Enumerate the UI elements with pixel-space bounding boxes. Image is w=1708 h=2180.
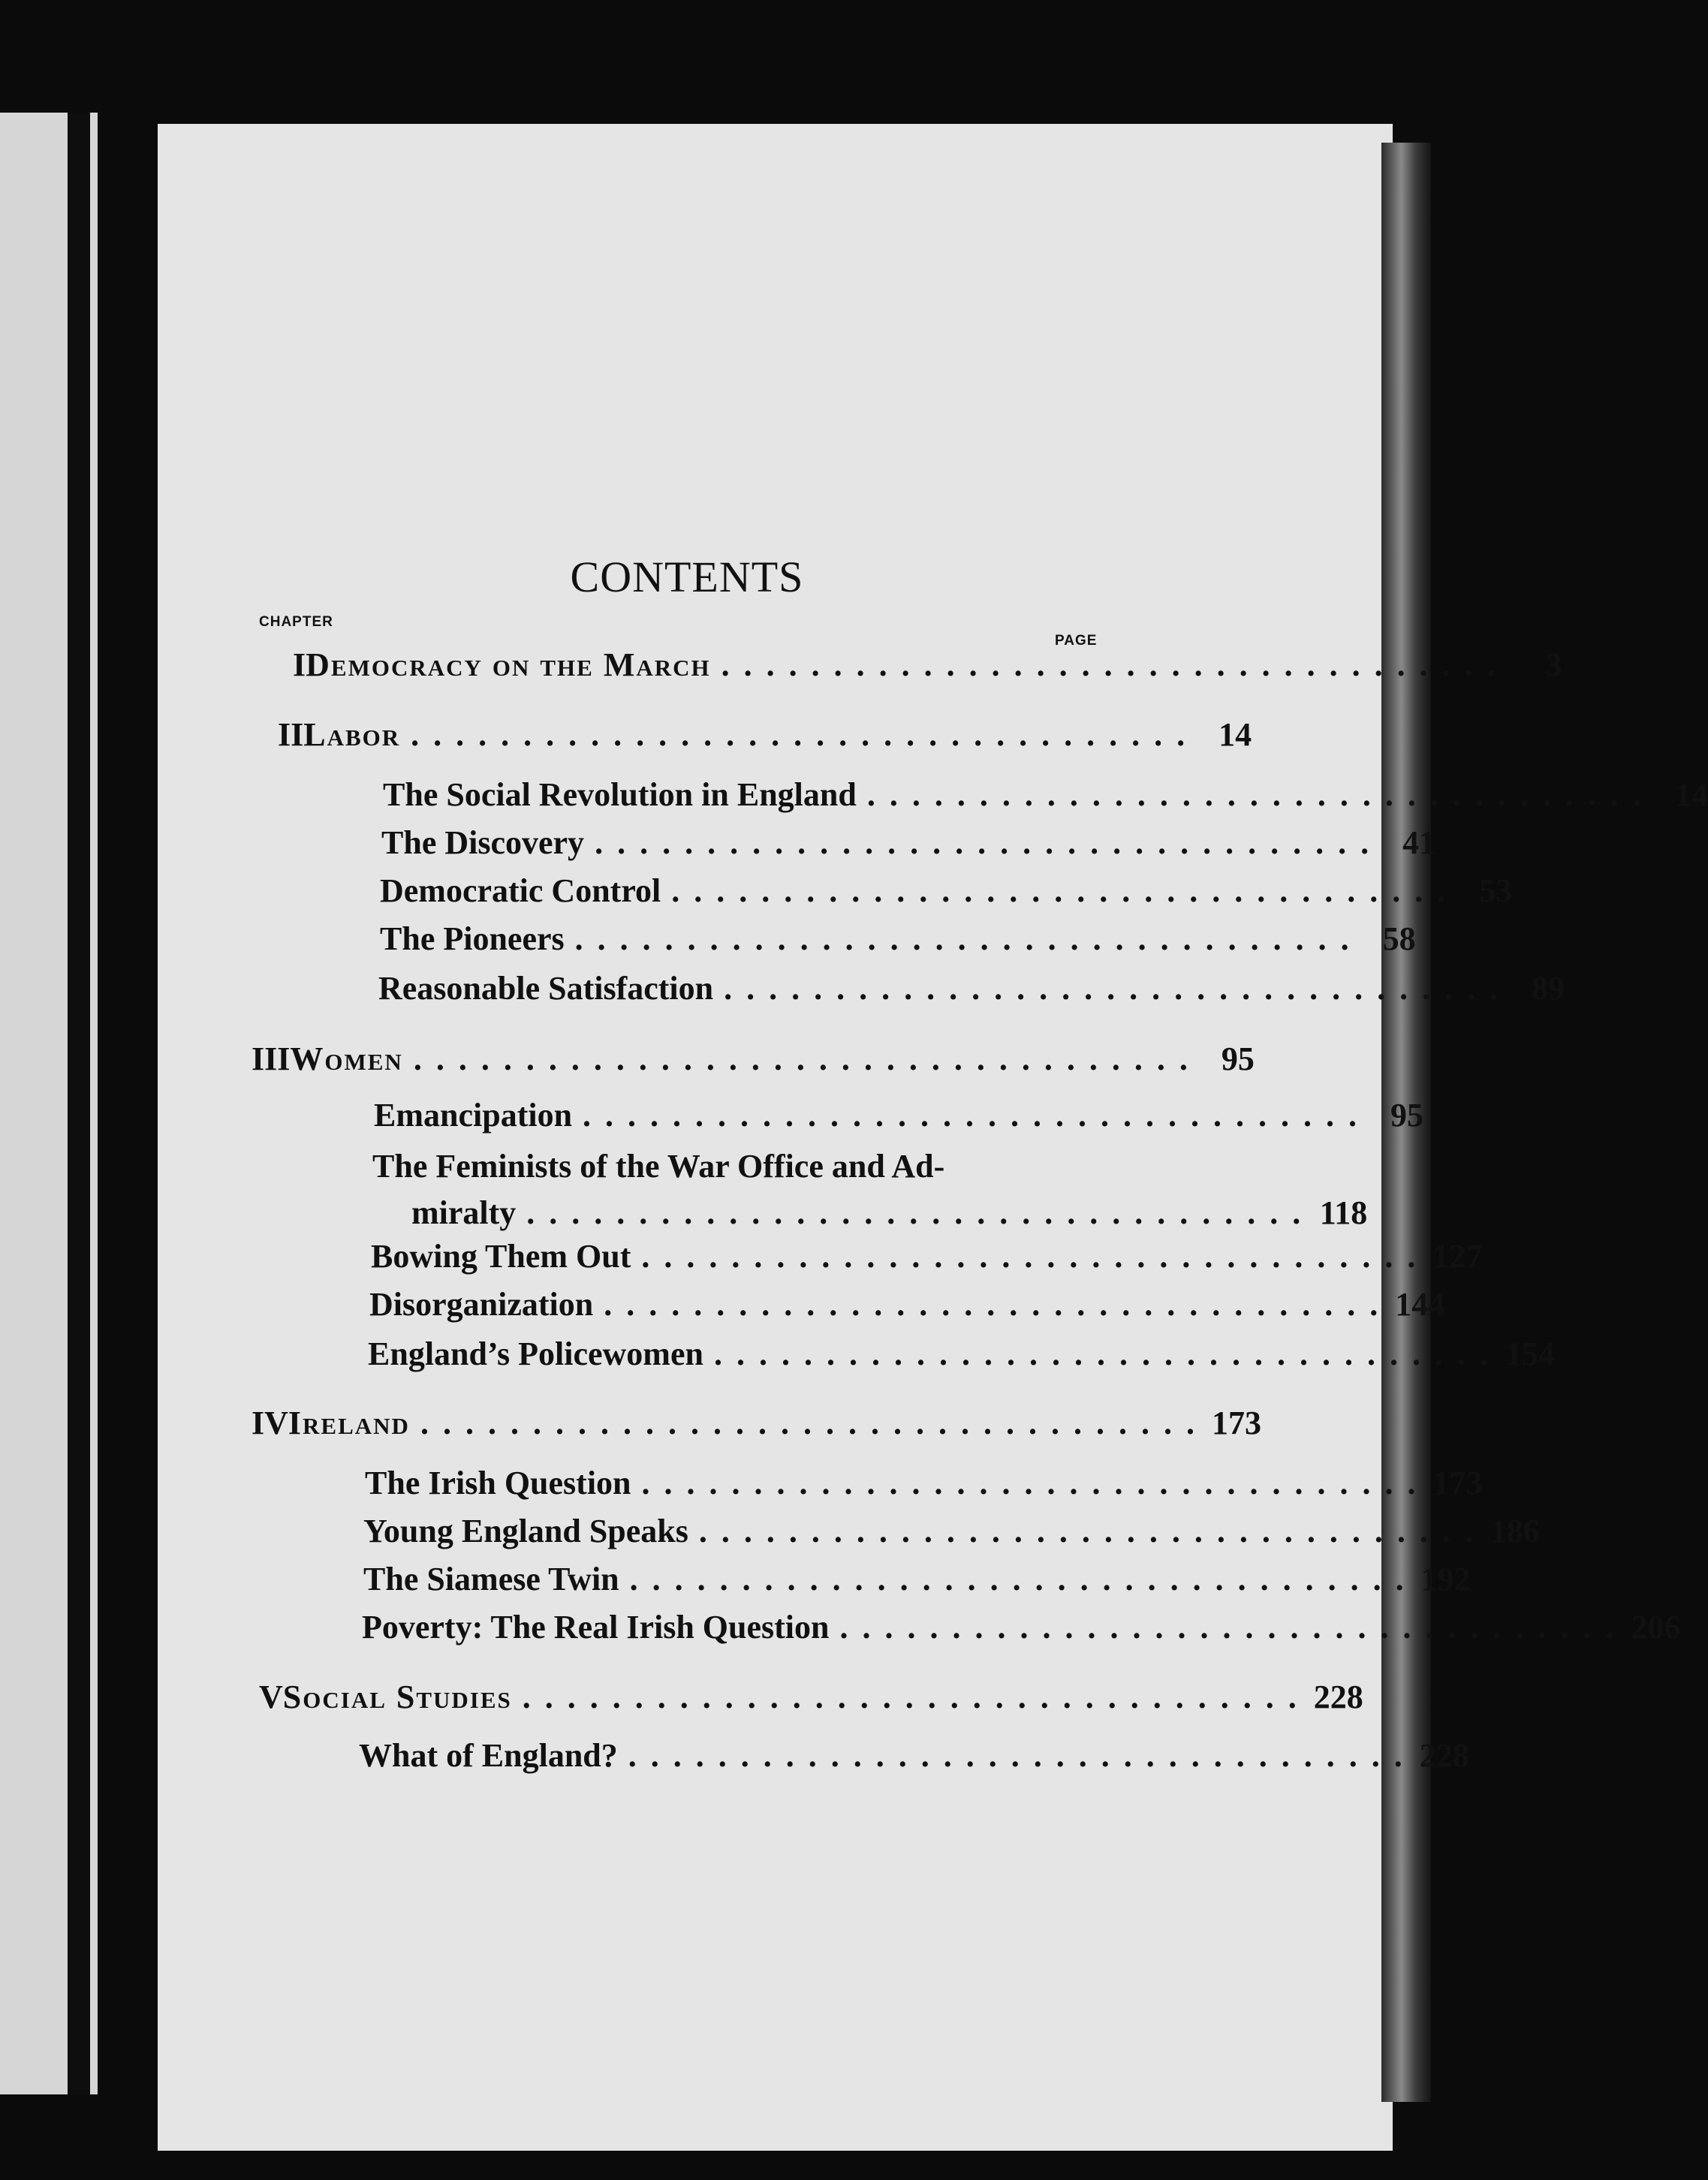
dot-leader: ................................... [526,1194,1315,1231]
dot-leader: ................................... [721,646,1510,683]
section-page: 192 [1420,1561,1471,1597]
section-title: The Discovery [381,824,585,861]
section-page: 41 [1402,824,1436,861]
page-column-label: PAGE [1055,633,1098,649]
section-title: The Siamese Twin [363,1561,619,1597]
toc-section[interactable] [362,1608,1681,1646]
chapter-number: II [278,716,304,753]
dot-leader: ................................... [522,1679,1311,1715]
section-page: 186 [1490,1513,1540,1549]
section-title: Democratic Control [380,872,661,909]
dot-leader: ................................... [641,1465,1430,1501]
section-page: 206 [1631,1609,1681,1646]
toc-section[interactable] [383,775,1708,814]
chapter-number: I [293,646,306,683]
section-title-continued: miralty [411,1194,517,1231]
section-title: Reasonable Satisfaction [378,970,714,1007]
section-title-line[interactable]: The Feminists of the War Office and Ad- [372,1148,945,1185]
toc-section[interactable] [381,824,1436,862]
section-title: The Irish Question [365,1465,631,1501]
dot-leader: ................................... [866,776,1655,813]
toc-section[interactable] [378,969,1565,1007]
dot-leader: ................................... [595,824,1384,861]
dot-leader: ................................... [629,1561,1418,1597]
toc-section[interactable] [380,872,1513,910]
section-page: 95 [1390,1097,1424,1134]
section-title: Young England Speaks [363,1513,688,1549]
dot-leader: ................................... [671,872,1460,909]
section-title: The Social Revolution in England [383,776,857,813]
toc-chapter-5[interactable] [259,1678,1363,1716]
dot-leader: ................................... [641,1238,1430,1275]
section-page: 118 [1319,1194,1368,1231]
chapter-page: 95 [1221,1040,1255,1077]
toc-chapter-2[interactable] [278,715,1252,754]
toc-chapter-1[interactable] [293,646,1562,684]
toc-section[interactable] [369,1285,1445,1323]
page-title: CONTENTS [570,553,804,601]
book-page [158,124,1393,2151]
dot-leader: ................................... [583,1097,1372,1134]
section-title: What of England? [359,1737,618,1774]
chapter-title: Ireland [288,1405,410,1441]
section-page: 173 [1432,1465,1483,1501]
chapter-page: 173 [1211,1405,1261,1441]
dot-leader: ................................... [413,1040,1202,1077]
chapter-title: Democracy on the March [306,646,711,683]
chapter-column-label: CHAPTER [259,614,333,630]
section-page: 14 [1674,776,1708,813]
section-page: 154 [1505,1335,1555,1372]
toc-section[interactable] [365,1464,1483,1502]
dot-leader: ................................... [698,1513,1487,1549]
chapter-page: 3 [1545,646,1562,683]
section-page: 89 [1532,970,1565,1007]
toc-section[interactable] [411,1194,1368,1232]
chapter-title: Women [290,1040,403,1077]
toc-section[interactable] [363,1560,1471,1598]
dot-leader: ................................... [604,1286,1393,1323]
toc-chapter-3[interactable] [252,1040,1255,1078]
chapter-number: III [252,1040,291,1077]
toc-section[interactable] [374,1096,1424,1134]
chapter-number: IV [252,1405,288,1441]
toc-section[interactable] [359,1736,1469,1775]
section-page: 58 [1382,920,1416,957]
section-title: Emancipation [374,1097,573,1134]
section-title: Disorganization [369,1286,594,1323]
dot-leader: ................................... [574,920,1363,957]
dot-leader: ................................... [713,1335,1502,1372]
toc-section[interactable] [363,1512,1540,1550]
section-page: 144 [1395,1286,1445,1323]
toc-section[interactable] [371,1237,1483,1275]
section-title: The Pioneers [380,920,565,957]
dot-leader: ................................... [628,1737,1417,1774]
section-page: 53 [1479,872,1513,909]
chapter-page: 14 [1218,716,1252,753]
chapter-title: Social Studies [282,1679,512,1715]
section-title: England’s Policewomen [368,1335,703,1372]
toc-chapter-4[interactable] [252,1404,1261,1442]
section-page: 127 [1432,1238,1483,1275]
book-spine [68,113,90,2094]
chapter-number: V [259,1679,283,1715]
toc-section[interactable] [368,1335,1555,1373]
dot-leader: ................................... [724,970,1513,1007]
section-title: Poverty: The Real Irish Question [362,1609,830,1646]
chapter-page: 228 [1313,1679,1363,1715]
section-page: 228 [1419,1737,1469,1774]
chapter-title: Labor [303,716,401,753]
toc-section[interactable] [380,920,1416,958]
dot-leader: ................................... [839,1609,1628,1646]
dot-leader: ................................... [420,1405,1209,1441]
dot-leader: ................................... [411,716,1200,753]
section-title: Bowing Them Out [371,1238,631,1275]
